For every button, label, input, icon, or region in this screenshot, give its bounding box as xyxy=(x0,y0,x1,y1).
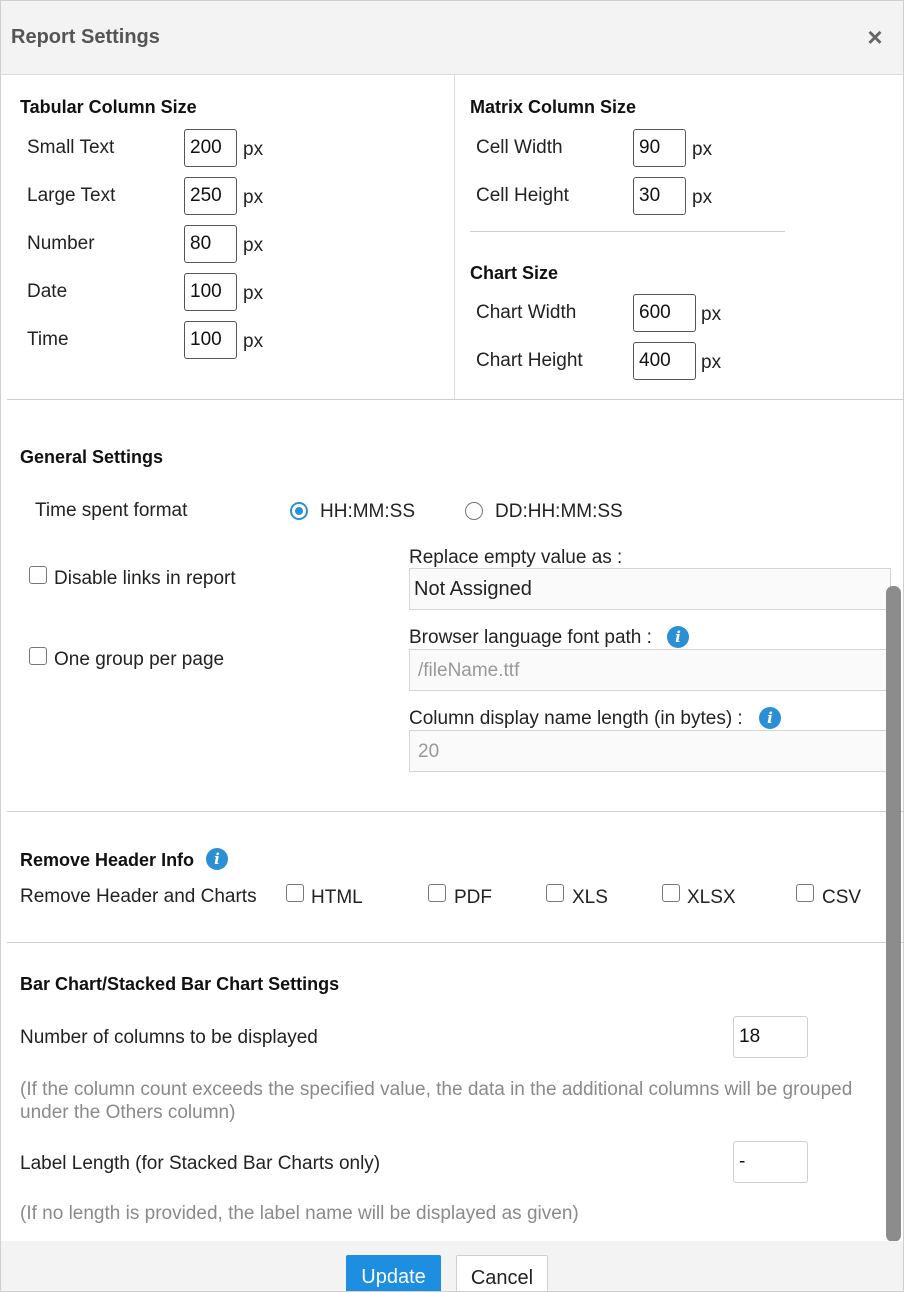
label-length-input[interactable] xyxy=(733,1141,808,1183)
date-input[interactable] xyxy=(184,273,237,311)
px-unit: px xyxy=(243,235,264,256)
xls-label[interactable]: XLS xyxy=(572,887,608,908)
radio-ddhhmmss-label[interactable]: DD:HH:MM:SS xyxy=(495,501,623,522)
number-label: Number xyxy=(27,233,95,254)
px-unit: px xyxy=(243,331,264,352)
col-name-length-label: Column display name length (in bytes) : xyxy=(409,708,743,729)
csv-label[interactable]: CSV xyxy=(822,887,862,908)
time-input[interactable] xyxy=(184,321,237,359)
xlsx-checkbox[interactable] xyxy=(662,884,680,902)
cell-width-input[interactable] xyxy=(633,129,686,167)
large-text-input[interactable] xyxy=(184,177,237,215)
html-checkbox[interactable] xyxy=(286,884,304,902)
chart-size-heading: Chart Size xyxy=(470,263,559,283)
matrix-heading: Matrix Column Size xyxy=(470,97,637,117)
pdf-checkbox[interactable] xyxy=(428,884,446,902)
info-icon[interactable]: i xyxy=(667,626,689,648)
chart-height-input[interactable] xyxy=(633,342,696,380)
disable-links-label[interactable]: Disable links in report xyxy=(54,568,236,589)
px-unit: px xyxy=(701,304,722,325)
tabular-heading: Tabular Column Size xyxy=(20,97,197,117)
replace-empty-input[interactable]: Not Assigned xyxy=(409,568,891,610)
pdf-label[interactable]: PDF xyxy=(454,887,492,908)
label-length-note: (If no length is provided, the label name will be displayed as given) xyxy=(20,1203,579,1224)
cell-height-input[interactable] xyxy=(633,177,686,215)
label-length-label: Label Length (for Stacked Bar Charts only) xyxy=(20,1153,381,1174)
cell-width-label: Cell Width xyxy=(476,137,563,158)
close-icon[interactable]: × xyxy=(867,22,883,52)
small-text-label: Small Text xyxy=(27,137,115,158)
info-icon[interactable]: i xyxy=(759,707,781,729)
time-format-label: Time spent format xyxy=(35,500,188,521)
xls-checkbox[interactable] xyxy=(546,884,564,902)
remove-header-heading: Remove Header Info xyxy=(20,850,195,870)
radio-hhmmss[interactable] xyxy=(290,502,308,520)
replace-empty-label: Replace empty value as : xyxy=(409,547,623,568)
px-unit: px xyxy=(701,352,722,373)
info-icon[interactable]: i xyxy=(206,848,228,870)
one-group-label[interactable]: One group per page xyxy=(54,649,225,670)
dialog-title: Report Settings xyxy=(11,26,160,48)
html-label[interactable]: HTML xyxy=(311,887,363,908)
column-divider xyxy=(454,75,455,400)
dialog-header xyxy=(1,1,904,75)
cell-height-label: Cell Height xyxy=(476,185,569,206)
bar-chart-heading: Bar Chart/Stacked Bar Chart Settings xyxy=(20,974,340,994)
scrollbar-thumb[interactable] xyxy=(886,586,901,1242)
radio-hhmmss-label[interactable]: HH:MM:SS xyxy=(320,501,415,522)
columns-count-input[interactable] xyxy=(733,1016,808,1058)
cancel-button[interactable]: Cancel xyxy=(456,1255,548,1292)
font-path-input[interactable]: /fileName.ttf xyxy=(409,649,891,691)
xlsx-label[interactable]: XLSX xyxy=(687,887,736,908)
section-divider xyxy=(7,811,904,812)
radio-ddhhmmss[interactable] xyxy=(465,502,483,520)
date-label: Date xyxy=(27,281,68,302)
col-name-length-input[interactable]: 20 xyxy=(409,730,891,772)
small-text-input[interactable] xyxy=(184,129,237,167)
chart-width-input[interactable] xyxy=(633,294,696,332)
px-unit: px xyxy=(243,283,264,304)
large-text-label: Large Text xyxy=(27,185,116,206)
update-button[interactable]: Update xyxy=(346,1255,441,1292)
px-unit: px xyxy=(692,187,713,208)
px-unit: px xyxy=(243,187,264,208)
dialog-footer xyxy=(1,1241,904,1292)
columns-count-note: (If the column count exceeds the specified value, the data in the additional columns will be grouped under the Others column) xyxy=(20,1079,853,1123)
px-unit: px xyxy=(692,139,713,160)
matrix-chart-divider xyxy=(470,231,785,232)
time-label: Time xyxy=(27,329,69,350)
general-heading: General Settings xyxy=(20,447,164,467)
columns-count-label: Number of columns to be displayed xyxy=(20,1027,318,1048)
chart-height-label: Chart Height xyxy=(476,350,583,371)
number-input[interactable] xyxy=(184,225,237,263)
section-divider xyxy=(7,942,904,943)
section-divider xyxy=(7,399,904,400)
chart-width-label: Chart Width xyxy=(476,302,577,323)
remove-header-label: Remove Header and Charts xyxy=(20,886,257,907)
one-group-checkbox[interactable] xyxy=(29,647,47,665)
disable-links-checkbox[interactable] xyxy=(29,566,47,584)
px-unit: px xyxy=(243,139,264,160)
font-path-label: Browser language font path : xyxy=(409,627,652,648)
csv-checkbox[interactable] xyxy=(796,884,814,902)
